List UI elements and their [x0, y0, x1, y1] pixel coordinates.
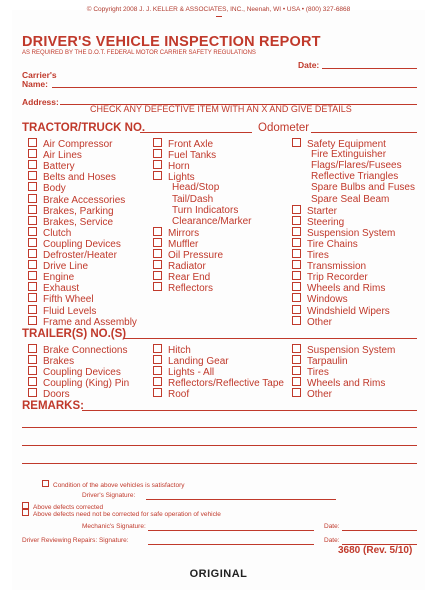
checklist-label: Frame and Assembly	[43, 316, 137, 328]
checklist-label: Other	[307, 389, 333, 401]
checkbox[interactable]	[28, 249, 37, 258]
checklist-label: Roof	[168, 389, 190, 401]
checklist-label: Exhaust	[43, 283, 80, 295]
checklist-label: Clutch	[43, 227, 72, 239]
checklist-label: Fluid Levels	[43, 305, 97, 317]
checklist-label: Drive Line	[43, 261, 89, 273]
checkbox[interactable]	[28, 355, 37, 364]
remarks-line-3[interactable]	[22, 445, 417, 446]
date-field[interactable]	[322, 68, 417, 69]
checklist-label: Body	[43, 183, 66, 195]
checkbox[interactable]	[153, 271, 162, 280]
checklist-label: Brakes, Service	[43, 216, 114, 228]
form-subtitle: AS REQUIRED BY THE D.O.T. FEDERAL MOTOR CARRIER SAFETY REGULATIONS	[22, 50, 256, 56]
mechanic-signature-field[interactable]	[148, 530, 314, 531]
checkbox[interactable]	[28, 182, 37, 191]
original-label: ORIGINAL	[189, 568, 248, 580]
checkbox[interactable]	[292, 138, 301, 147]
remarks-line-1[interactable]	[82, 410, 417, 411]
checklist-label: Coupling Devices	[43, 238, 121, 250]
not-corrected-text: Above defects need not be corrected for safe operation of vehicle	[33, 511, 221, 518]
checklist-label: Wheels and Rims	[307, 378, 386, 390]
checklist-label: Fire Extinguisher	[311, 149, 387, 161]
checkbox[interactable]	[28, 316, 37, 325]
corrected-checkbox[interactable]	[22, 502, 29, 509]
checklist-label: Tarpaulin	[307, 356, 348, 368]
checklist-item-tail-dash	[172, 194, 213, 205]
form-number: 3680 (Rev. 5/10)	[338, 545, 413, 556]
checkbox[interactable]	[153, 388, 162, 397]
carrier-label-line1: Carrier's	[22, 70, 57, 80]
checkbox[interactable]	[292, 238, 301, 247]
checklist-label: Spare Bulbs and Fuses	[311, 182, 415, 194]
checkbox[interactable]	[28, 171, 37, 180]
mechanic-date-field[interactable]	[342, 530, 417, 531]
checkbox[interactable]	[292, 377, 301, 386]
checklist-label: Clearance/Marker	[172, 215, 252, 227]
checklist-item-spare-bulbs-and-fuses	[311, 182, 415, 193]
form-title: DRIVER'S VEHICLE INSPECTION REPORT	[22, 34, 321, 50]
checkbox[interactable]	[292, 216, 301, 225]
checkbox[interactable]	[153, 366, 162, 375]
checkbox[interactable]	[28, 293, 37, 302]
checklist-item-fire-extinguisher	[311, 149, 386, 160]
checklist-label: Rear End	[168, 272, 211, 284]
checkbox[interactable]	[28, 377, 37, 386]
mechanic-date-label: Date:	[324, 523, 340, 530]
date-label: Date:	[298, 60, 320, 70]
checklist-label: Tires	[307, 367, 329, 379]
checklist-label: Brake Accessories	[43, 194, 126, 206]
checkbox[interactable]	[153, 171, 162, 180]
checkbox[interactable]	[292, 388, 301, 397]
checklist-item-reflectors[interactable]	[153, 282, 213, 294]
checkbox[interactable]	[153, 138, 162, 147]
checklist-label: Suspension System	[307, 345, 396, 356]
checkbox[interactable]	[28, 205, 37, 214]
checkbox[interactable]	[153, 249, 162, 258]
checklist-label: Transmission	[307, 261, 367, 273]
reviewing-date-label: Date:	[324, 537, 340, 544]
checklist-item-doors[interactable]	[28, 388, 70, 400]
condition-checkbox-row[interactable]	[42, 480, 185, 489]
mechanic-signature-label: Mechanic's Signature:	[82, 523, 146, 530]
checklist-label: Suspension System	[307, 227, 396, 239]
checkbox[interactable]	[28, 227, 37, 236]
copyright-notice: © Copyright 2008 J. J. KELLER & ASSOCIATES, INC., Neenah, WI • USA • (800) 327-6868	[86, 6, 351, 13]
checklist-label: Fifth Wheel	[43, 294, 94, 306]
checkbox[interactable]	[153, 160, 162, 169]
checklist-item-turn-indicators	[172, 205, 238, 216]
odometer-label: Odometer	[258, 122, 310, 134]
checklist-label: Landing Gear	[168, 356, 229, 368]
remarks-heading: REMARKS:	[22, 400, 84, 412]
checklist-label: Air Lines	[43, 150, 82, 162]
checkbox[interactable]	[153, 227, 162, 236]
checkbox[interactable]	[153, 282, 162, 291]
checkbox[interactable]	[28, 238, 37, 247]
checklist-label: Windows	[307, 294, 348, 306]
checkbox[interactable]	[292, 260, 301, 269]
checklist-item-other[interactable]	[292, 316, 332, 328]
checklist-label: Reflective Triangles	[311, 171, 399, 183]
corrected-text: Above defects corrected	[33, 504, 104, 511]
checklist-label: Doors	[43, 389, 70, 401]
tractor-number-field[interactable]	[140, 132, 252, 133]
checklist-label: Tire Chains	[307, 238, 358, 250]
not-corrected-checkbox-row[interactable]	[22, 509, 221, 518]
checklist-label: Reflectors	[168, 283, 214, 295]
checklist-label: Other	[307, 316, 333, 328]
checklist-item-roof[interactable]	[153, 388, 189, 400]
checklist-label: Radiator	[168, 261, 206, 273]
checkbox[interactable]	[292, 316, 301, 325]
checkbox[interactable]	[28, 194, 37, 203]
checklist-item-frame-and-assembly[interactable]	[28, 316, 137, 328]
checkbox[interactable]	[292, 249, 301, 258]
checkbox[interactable]	[292, 344, 301, 353]
checkbox[interactable]	[292, 282, 301, 291]
checklist-label: Spare Seal Beam	[311, 193, 390, 205]
remarks-line-4[interactable]	[22, 463, 417, 464]
checklist-label: Steering	[307, 216, 345, 228]
checklist-label: Safety Equipment	[307, 139, 386, 150]
checkbox[interactable]	[153, 238, 162, 247]
checklist-item-clearance-marker	[172, 216, 251, 227]
trailer-heading: TRAILER(S) NO.(S)	[22, 328, 127, 340]
checklist-label: Reflectors/Reflective Tape	[168, 378, 284, 390]
checklist-label: Wheels and Rims	[307, 283, 386, 295]
checkbox[interactable]	[153, 377, 162, 386]
remarks-line-2[interactable]	[22, 427, 417, 428]
address-label: Address:	[22, 97, 59, 107]
divider	[216, 16, 222, 17]
checklist-item-reflective-triangles	[311, 171, 398, 182]
checkbox[interactable]	[292, 205, 301, 214]
checkbox[interactable]	[292, 355, 301, 364]
checkbox[interactable]	[28, 149, 37, 158]
not-corrected-checkbox[interactable]	[22, 509, 29, 516]
checklist-label: Horn	[168, 161, 190, 173]
reviewing-signature-field[interactable]	[148, 544, 314, 545]
carrier-label-line2: Name:	[22, 79, 48, 89]
checkbox[interactable]	[153, 355, 162, 364]
checklist-label: Flags/Flares/Fusees	[311, 160, 402, 172]
checkbox[interactable]	[28, 344, 37, 353]
checklist-label: Battery	[43, 161, 75, 173]
checklist-label: Engine	[43, 272, 75, 284]
checklist-label: Coupling Devices	[43, 367, 121, 379]
checklist-label: Hitch	[168, 345, 191, 356]
checkbox[interactable]	[153, 344, 162, 353]
checklist-label: Oil Pressure	[168, 250, 224, 261]
checklist-item-spare-seal-beam	[311, 194, 389, 205]
checklist-label: Head/Stop	[172, 182, 220, 194]
checklist-label: Turn Indicators	[172, 204, 239, 216]
checkbox[interactable]	[28, 160, 37, 169]
checkbox[interactable]	[292, 227, 301, 236]
checkbox[interactable]	[28, 366, 37, 375]
checkbox[interactable]	[28, 260, 37, 269]
driver-signature-label: Driver's Signature:	[82, 492, 136, 499]
checklist-label: Mirrors	[168, 227, 200, 239]
checklist-label: Tail/Dash	[172, 193, 214, 205]
tractor-heading: TRACTOR/TRUCK NO.	[22, 122, 146, 134]
checkbox[interactable]	[28, 388, 37, 397]
checklist-label: Windshield Wipers	[307, 305, 390, 317]
checkbox[interactable]	[292, 293, 301, 302]
checkbox[interactable]	[28, 305, 37, 314]
trailer-number-field[interactable]	[124, 338, 417, 339]
checkbox[interactable]	[292, 366, 301, 375]
checkbox[interactable]	[28, 216, 37, 225]
reviewing-signature-label: Driver Reviewing Repairs: Signature:	[22, 537, 129, 544]
checkbox[interactable]	[292, 271, 301, 280]
checkbox[interactable]	[153, 149, 162, 158]
condition-checkbox[interactable]	[42, 480, 49, 487]
checklist-label: Trip Recorder	[307, 272, 368, 284]
check-instruction: CHECK ANY DEFECTIVE ITEM WITH AN X AND GIVE DETAILS	[90, 104, 352, 114]
checklist-item-flags-flares-fusees	[311, 160, 402, 171]
checkbox[interactable]	[28, 138, 37, 147]
checklist-label: Air Compressor	[43, 139, 113, 150]
checkbox[interactable]	[153, 260, 162, 269]
checklist-label: Tires	[307, 250, 329, 261]
checklist-label: Front Axle	[168, 139, 214, 150]
checkbox[interactable]	[28, 271, 37, 280]
checklist-label: Muffler	[168, 238, 199, 250]
carrier-name-field[interactable]	[52, 87, 417, 88]
checklist-label: Lights	[168, 172, 195, 184]
checklist-label: Defroster/Heater	[43, 250, 117, 261]
checklist-item-head-stop	[172, 182, 219, 193]
checklist-label: Starter	[307, 205, 338, 217]
driver-signature-field[interactable]	[146, 499, 336, 500]
checklist-label: Brakes	[43, 356, 75, 368]
checklist-label: Brakes, Parking	[43, 205, 114, 217]
checklist-label: Coupling (King) Pin	[43, 378, 130, 390]
checkbox[interactable]	[28, 282, 37, 291]
condition-text: Condition of the above vehicles is satisfactory	[53, 482, 185, 489]
checklist-label: Brake Connections	[43, 345, 128, 356]
odometer-field[interactable]	[311, 132, 417, 133]
checkbox[interactable]	[292, 305, 301, 314]
checklist-label: Fuel Tanks	[168, 150, 217, 162]
checklist-item-other[interactable]	[292, 388, 332, 400]
checklist-label: Belts and Hoses	[43, 172, 116, 184]
checklist-label: Lights - All	[168, 367, 215, 379]
